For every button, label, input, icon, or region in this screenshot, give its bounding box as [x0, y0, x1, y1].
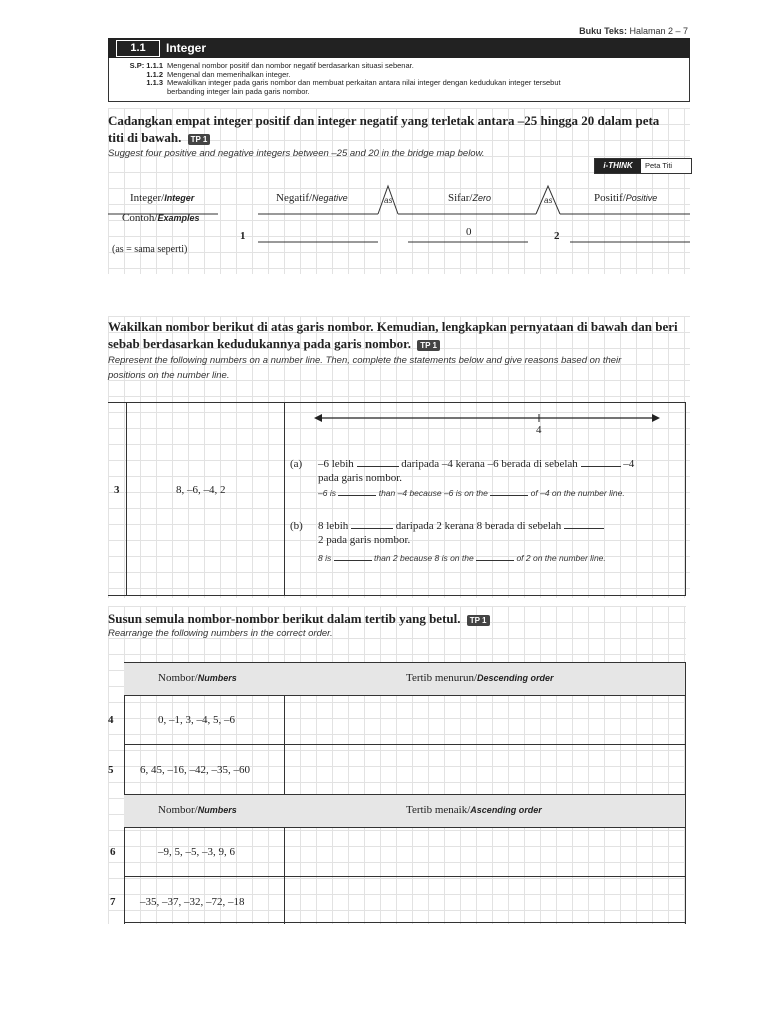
as-label-1: as: [384, 196, 393, 205]
standard-code: 1.1.3: [146, 78, 163, 87]
part-b-en-3: of 2 on the number line.: [516, 553, 606, 563]
header-descending: [406, 672, 554, 684]
standard-code: 1.1.2: [146, 69, 163, 79]
part-b-blank-1[interactable]: [351, 528, 393, 529]
header-numbers-2: [158, 804, 237, 816]
section3-instruction-text: Susun semula nombor-nombor berikut dalam tertib yang betul.: [108, 611, 461, 626]
standard-text: Mengenal dan memerihalkan integer.: [167, 69, 291, 79]
negative-label-ms: Negatif/: [276, 192, 313, 204]
part-a-en-blank-2[interactable]: [490, 495, 528, 496]
row-divider: [124, 876, 685, 877]
part-b-en-blank-1[interactable]: [334, 560, 372, 561]
positive-label-en: Positive: [625, 193, 658, 203]
part-a-label: (a): [290, 458, 303, 470]
as-label-2: as: [544, 196, 553, 205]
part-a-ms-3: –4: [623, 458, 635, 470]
question-number-3: 3: [114, 484, 120, 496]
header-descending-en: Descending order: [477, 673, 554, 683]
header-ascending-en: Ascending order: [470, 805, 542, 815]
examples-label-ms: Contoh/: [122, 212, 158, 224]
header-numbers-ms: Nombor/: [158, 804, 198, 816]
part-b-blank-2[interactable]: [564, 528, 604, 529]
question3-box: [108, 402, 686, 596]
section2-instruction-en-line1: Represent the following numbers on a number line. Then, complete the statements below and give reasons based on their: [108, 355, 622, 366]
question7-values: –35, –37, –32, –72, –18: [140, 896, 245, 908]
section2-instruction-en-line2: positions on the number line.: [108, 370, 230, 381]
section1-instruction-line2: titi di bawah.: [108, 130, 182, 145]
question5-values: 6, 45, –16, –42, –35, –60: [140, 764, 250, 776]
question-number-6: 6: [110, 846, 116, 858]
part-b-en-line: [318, 553, 606, 563]
examples-label: [122, 212, 199, 224]
question-number-5: 5: [108, 764, 114, 776]
question3-numbers: 8, –6, –4, 2: [176, 484, 226, 496]
integer-label-ms: Integer/: [130, 192, 165, 204]
header-descending-ms: Tertib menurun/: [406, 672, 478, 684]
zero-label-ms: Sifar/: [448, 192, 473, 204]
table-left-border: [124, 662, 125, 924]
row-divider: [124, 744, 685, 745]
question6-values: –9, 5, –5, –3, 9, 6: [158, 846, 235, 858]
section2-instruction-en: [108, 353, 621, 383]
table-bottom-border: [124, 922, 686, 923]
zero-label-en: Zero: [472, 193, 491, 203]
negative-label: [276, 192, 348, 204]
section3-grid-area: [108, 606, 686, 924]
section2-instruction-line1: Wakilkan nombor berikut di atas garis nombor. Kemudian, lengkapkan pernyataan di bawah dan beri: [108, 319, 678, 334]
question3-divider-right: [284, 402, 285, 596]
header-numbers-ms: Nombor/: [158, 672, 198, 684]
header-numbers-en: Numbers: [197, 673, 237, 683]
part-a-en-1: –6 is: [318, 488, 336, 498]
tp-badge: TP 1: [188, 134, 211, 145]
textbook-reference: [579, 26, 688, 36]
standard-row: [115, 88, 689, 97]
part-b-ms-2: daripada 2 kerana 8 berada di sebelah: [395, 520, 562, 532]
part-a-ms-line: [318, 458, 634, 470]
part-a-en-3: of –4 on the number line.: [530, 488, 625, 498]
negative-label-en: Negative: [312, 193, 348, 203]
topic-header-bar: [108, 38, 690, 58]
part-b-ms-line2: 2 pada garis nombor.: [318, 534, 411, 546]
question-number-4: 4: [108, 714, 114, 726]
number-line-tick-label: 4: [536, 424, 542, 436]
standard-text: Mengenal nombor positif dan nombor negatif berdasarkan situasi sebenar.: [167, 61, 414, 70]
part-b-ms-1: 8 lebih: [318, 520, 349, 532]
examples-label-en: Examples: [157, 213, 200, 223]
as-footnote: (as = sama seperti): [112, 244, 188, 255]
header-ascending: [406, 804, 542, 816]
section2-instruction-ms: [108, 318, 690, 352]
number-line-right-arrow: [652, 414, 660, 422]
part-b-en-2: than 2 because 8 is on the: [373, 553, 474, 563]
part-a-ms-1: –6 lebih: [318, 458, 354, 470]
part-a-blank-1[interactable]: [357, 466, 399, 467]
standard-code: S.P: 1.1.1: [129, 61, 163, 70]
question7-answer-area[interactable]: [308, 882, 668, 918]
bridge-map-lines: [108, 174, 690, 244]
question-number-7: 7: [110, 896, 116, 908]
positive-label-ms: Positif/: [594, 192, 626, 204]
zero-example-value: 0: [466, 226, 472, 238]
question-number-2: 2: [554, 230, 560, 242]
header-numbers-en: Numbers: [197, 805, 237, 815]
topic-number: 1.1: [116, 40, 160, 57]
question5-answer-area[interactable]: [308, 750, 668, 786]
integer-label-en: Integer: [164, 193, 195, 203]
part-b-ms-line: [318, 520, 604, 532]
question4-values: 0, –1, 3, –4, 5, –6: [158, 714, 235, 726]
part-a-ms-2: daripada –4 kerana –6 berada di sebelah: [401, 458, 578, 470]
standard-text: Mewakilkan integer pada garis nombor dan membuat perkaitan antara nilai integer dengan kedudukan integer tersebut: [167, 78, 561, 87]
table-right-border: [685, 662, 686, 924]
section1-instruction-en: Suggest four positive and negative integers between –25 and 20 in the bridge map below.: [108, 148, 485, 159]
zero-label: [448, 192, 491, 204]
part-b-label: (b): [290, 520, 303, 532]
integer-label: [130, 192, 194, 204]
header-numbers-1: [158, 672, 237, 684]
standard-text: berbanding integer lain pada garis nombor.: [167, 86, 310, 96]
question3-divider-left: [126, 402, 127, 596]
question6-answer-area[interactable]: [308, 834, 668, 870]
section1-instruction-line1: Cadangkan empat integer positif dan integer negatif yang terletak antara –25 hingga 20 dalam peta: [108, 113, 660, 128]
ithink-label: i-THINK: [595, 159, 641, 173]
section1-grid-area: [108, 108, 690, 274]
header-ascending-ms: Tertib menaik/: [406, 804, 471, 816]
learning-standards-box: [108, 58, 690, 102]
section2-grid-area: [108, 316, 690, 598]
tp-badge: TP 1: [417, 340, 440, 351]
table-middle-border: [284, 662, 285, 924]
textbook-reference-label: Buku Teks:: [579, 26, 627, 36]
question4-answer-area[interactable]: [308, 702, 668, 738]
section3-instruction-en: Rearrange the following numbers in the correct order.: [108, 628, 333, 639]
part-a-ms-line2: pada garis nombor.: [318, 472, 403, 484]
part-a-en-line: [318, 488, 625, 498]
number-line: [314, 410, 660, 426]
part-a-en-2: than –4 because –6 is on the: [378, 488, 488, 498]
peta-titi-label: Peta Titi: [645, 161, 673, 170]
tp-badge: TP 1: [467, 615, 490, 626]
textbook-reference-pages: Halaman 2 – 7: [629, 26, 688, 36]
positive-label: [594, 192, 657, 204]
part-a-blank-2[interactable]: [581, 466, 621, 467]
topic-title: Integer: [166, 41, 207, 55]
part-b-en-1: 8 is: [318, 553, 332, 563]
ithink-badge: [594, 158, 692, 174]
section1-instruction-ms: [108, 112, 690, 146]
number-line-left-arrow: [314, 414, 322, 422]
part-a-en-blank-1[interactable]: [338, 495, 376, 496]
section3-instruction-ms: [108, 610, 490, 627]
question-number-1: 1: [240, 230, 246, 242]
part-b-en-blank-2[interactable]: [476, 560, 514, 561]
section2-instruction-line2: sebab berdasarkan kedudukannya pada garis nombor.: [108, 336, 411, 351]
